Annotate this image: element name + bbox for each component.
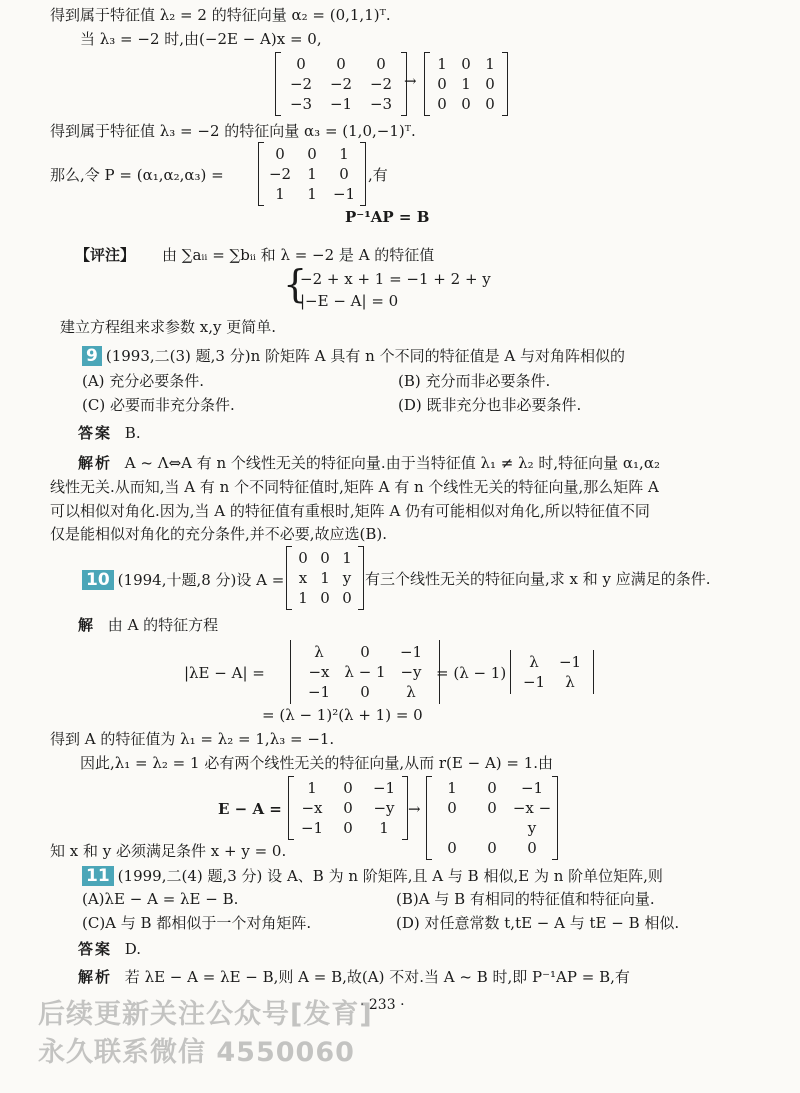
option-d: (D) 对任意常数 t,tE − A 与 tE − B 相似. [396, 914, 680, 932]
matrix-ea1 [288, 776, 408, 840]
matrix-cell: 0 [336, 55, 346, 73]
matrix-cell: x [298, 569, 308, 587]
text-line: 得到 A 的特征值为 λ₁ = λ₂ = 1,λ₃ = −1. [50, 730, 335, 748]
matrix-cell: 1 [307, 165, 317, 183]
matrix-cell: 1 [437, 55, 447, 73]
matrix-cell: 1 [275, 185, 285, 203]
question-9 [82, 346, 625, 366]
matrix-cell: 0 [343, 799, 353, 817]
analysis-line [78, 968, 630, 986]
arrow: → [408, 800, 421, 818]
matrix-cell: −x [308, 663, 330, 681]
matrix-cell: −2 [329, 75, 353, 93]
matrix-cell: 1 [307, 185, 317, 203]
matrix-p [258, 142, 366, 206]
matrix-cell: 0 [360, 683, 370, 701]
matrix-cell: 0 [485, 95, 495, 113]
matrix-cell: λ [565, 673, 575, 691]
matrix-m2 [424, 52, 508, 116]
solution-label: 解 [78, 616, 96, 634]
matrix-cell: −2 [289, 75, 313, 93]
matrix-cell: 0 [437, 95, 447, 113]
matrix-cell: −1 [520, 779, 544, 797]
bracket-right [593, 650, 594, 694]
matrix-cell: 0 [487, 799, 497, 817]
text-line: ,有 [368, 166, 388, 184]
matrix-a [286, 546, 364, 610]
matrix-cell: −x [301, 799, 323, 817]
question-stem: (1993,二(3) 题,3 分)n 阶矩阵 A 具有 n 个不同的特征值是 A 与对角阵相似的 [105, 347, 625, 365]
matrix-cell: 0 [461, 55, 471, 73]
matrix-cell: 0 [307, 145, 317, 163]
analysis-label: 解析 [78, 968, 113, 986]
text-line: 因此,λ₁ = λ₂ = 1 必有两个线性无关的特征向量,从而 r(E − A) = 1.由 [80, 754, 554, 772]
note-text: 由 ∑aᵢᵢ = ∑bᵢᵢ 和 λ = −2 是 A 的特征值 [162, 246, 435, 264]
answer-row [78, 940, 141, 958]
ea-label: E − A = [218, 800, 282, 818]
bracket-left [258, 142, 264, 206]
answer-row [78, 424, 141, 442]
equation: = (λ − 1)²(λ + 1) = 0 [262, 706, 423, 724]
question-number-badge: 10 [82, 570, 114, 590]
answer-value: D. [124, 940, 142, 958]
option-b: (B)A 与 B 有相同的特征值和特征向量. [396, 890, 655, 908]
equation: −2 + x + 1 = −1 + 2 + y [300, 270, 491, 288]
matrix-cell: 1 [342, 549, 352, 567]
matrix-cell: −1 [300, 819, 324, 837]
text-line: 那么,令 P = (α₁,α₂,α₃) = [50, 166, 224, 184]
answer-label: 答案 [78, 424, 113, 442]
analysis-text: A ~ Λ⇔A 有 n 个线性无关的特征向量.由于当特征值 λ₁ ≠ λ₂ 时,特征向量 α₁,α₂ [124, 454, 660, 472]
analysis-line: 线性无关.从而知,当 A 有 n 个不同特征值时,矩阵 A 有 n 个线性无关的特征向量,那么矩阵 A [50, 478, 659, 496]
matrix-cell: −1 [558, 653, 582, 671]
bracket-left [426, 776, 432, 860]
matrix-cell: −1 [329, 95, 353, 113]
bracket-left [290, 640, 291, 704]
matrix-cell: 0 [447, 799, 457, 817]
equation: |−E − A| = 0 [300, 292, 399, 310]
note-label: 【评注】 [75, 246, 136, 264]
question-11 [82, 866, 663, 886]
matrix-cell: 0 [437, 75, 447, 93]
text-line: 当 λ₃ = −2 时,由(−2E − A)x = 0, [80, 30, 322, 48]
answer-label: 答案 [78, 940, 113, 958]
question-stem: (1994,十题,8 分)设 A = [117, 571, 285, 589]
text-line: 得到属于特征值 λ₂ = 2 的特征向量 α₂ = (0,1,1)ᵀ. [50, 6, 391, 24]
bracket-right [502, 52, 508, 116]
analysis-text: 若 λE − A = λE − B,则 A = B,故(A) 不对.当 A ~ B 时,即 P⁻¹AP = B,有 [124, 968, 630, 986]
text-line: 知 x 和 y 必须满足条件 x + y = 0. [50, 842, 287, 860]
det-lhs: |λE − A| = [184, 664, 265, 682]
analysis-label: 解析 [78, 454, 113, 472]
matrix-cell: λ [314, 643, 324, 661]
matrix-cell: 0 [447, 839, 457, 857]
question-10 [82, 570, 284, 590]
bracket-left [288, 776, 294, 840]
matrix-cell: 0 [320, 589, 330, 607]
watermark-line-2: 永久联系微信 4550060 [38, 1037, 355, 1068]
determinant-2x2 [510, 650, 594, 694]
matrix-cell: 1 [320, 569, 330, 587]
option-b: (B) 充分而非必要条件. [398, 372, 551, 390]
matrix-m1 [275, 52, 407, 116]
matrix-cell: −1 [399, 643, 423, 661]
matrix-ea2 [426, 776, 558, 860]
bracket-left [424, 52, 430, 116]
det-mid: = (λ − 1) [436, 664, 507, 682]
question-stem: (1999,二(4) 题,3 分) 设 A、B 为 n 阶矩阵,且 A 与 B 相似,E 为 n 阶单位矩阵,则 [117, 867, 663, 885]
matrix-cell: λ [406, 683, 416, 701]
matrix-cell: 1 [447, 779, 457, 797]
matrix-cell: 0 [343, 779, 353, 797]
bracket-right [552, 776, 558, 860]
matrix-cell: −x − y [512, 799, 552, 837]
matrix-cell: −2 [268, 165, 292, 183]
watermark-line-1: 后续更新关注公众号[发育] [38, 999, 373, 1030]
matrix-cell: −3 [369, 95, 393, 113]
bracket-left [510, 650, 511, 694]
solution-row [78, 616, 218, 634]
matrix-cell: −1 [372, 779, 396, 797]
matrix-cell: λ [529, 653, 539, 671]
matrix-cell: 1 [485, 55, 495, 73]
question-number-badge: 9 [82, 346, 102, 366]
matrix-cell: 0 [298, 549, 308, 567]
bracket-right [358, 546, 364, 610]
matrix-cell: 1 [307, 779, 317, 797]
matrix-cell: 0 [485, 75, 495, 93]
matrix-cell: 0 [342, 589, 352, 607]
page-number: · 233 · [360, 997, 405, 1013]
matrix-cell: 0 [343, 819, 353, 837]
matrix-cell: 0 [275, 145, 285, 163]
bracket-left [286, 546, 292, 610]
matrix-cell: −3 [289, 95, 313, 113]
analysis-line: 仅是能相似对角化的充分条件,并不必要,故应选(B). [50, 525, 388, 543]
matrix-cell: 0 [296, 55, 306, 73]
text-line: 得到属于特征值 λ₃ = −2 的特征向量 α₃ = (1,0,−1)ᵀ. [50, 122, 416, 140]
analysis-line: 可以相似对角化.因为,当 A 的特征值有重根时,矩阵 A 仍有可能相似对角化,所以特征值不同 [50, 502, 650, 520]
matrix-cell: 0 [487, 839, 497, 857]
matrix-cell: 0 [461, 95, 471, 113]
matrix-cell: 1 [461, 75, 471, 93]
matrix-cell: −1 [332, 185, 356, 203]
matrix-cell: 0 [339, 165, 349, 183]
bracket-left [275, 52, 281, 116]
option-c: (C)A 与 B 都相似于一个对角矩阵. [82, 914, 312, 932]
matrix-cell: λ − 1 [344, 663, 386, 681]
matrix-cell: 1 [298, 589, 308, 607]
question-stem: 有三个线性无关的特征向量,求 x 和 y 应满足的条件. [365, 570, 711, 588]
option-d: (D) 既非充分也非必要条件. [398, 396, 582, 414]
bleed-through [660, 240, 800, 320]
bracket-right [360, 142, 366, 206]
option-a: (A) 充分必要条件. [82, 372, 205, 390]
matrix-cell: −1 [307, 683, 331, 701]
matrix-cell: 0 [360, 643, 370, 661]
matrix-cell: 1 [339, 145, 349, 163]
text-line: 建立方程组来求参数 x,y 更简单. [60, 318, 277, 336]
matrix-cell: 0 [487, 779, 497, 797]
analysis-line [78, 454, 660, 472]
determinant-3x3 [290, 640, 440, 704]
matrix-cell: 0 [320, 549, 330, 567]
brace: { [283, 262, 308, 306]
matrix-cell: 1 [379, 819, 389, 837]
matrix-cell: −y [373, 799, 395, 817]
question-number-badge: 11 [82, 866, 114, 886]
option-c: (C) 必要而非充分条件. [82, 396, 235, 414]
matrix-cell: 0 [527, 839, 537, 857]
matrix-cell: −1 [522, 673, 546, 691]
solution-text: 由 A 的特征方程 [107, 616, 219, 634]
matrix-cell: y [342, 569, 352, 587]
answer-value: B. [124, 424, 141, 442]
arrow: → [404, 72, 417, 90]
equation: P⁻¹AP = B [345, 208, 430, 226]
matrix-cell: −y [400, 663, 422, 681]
matrix-cell: −2 [369, 75, 393, 93]
matrix-cell: 0 [376, 55, 386, 73]
option-a: (A)λE − A = λE − B. [82, 890, 239, 908]
